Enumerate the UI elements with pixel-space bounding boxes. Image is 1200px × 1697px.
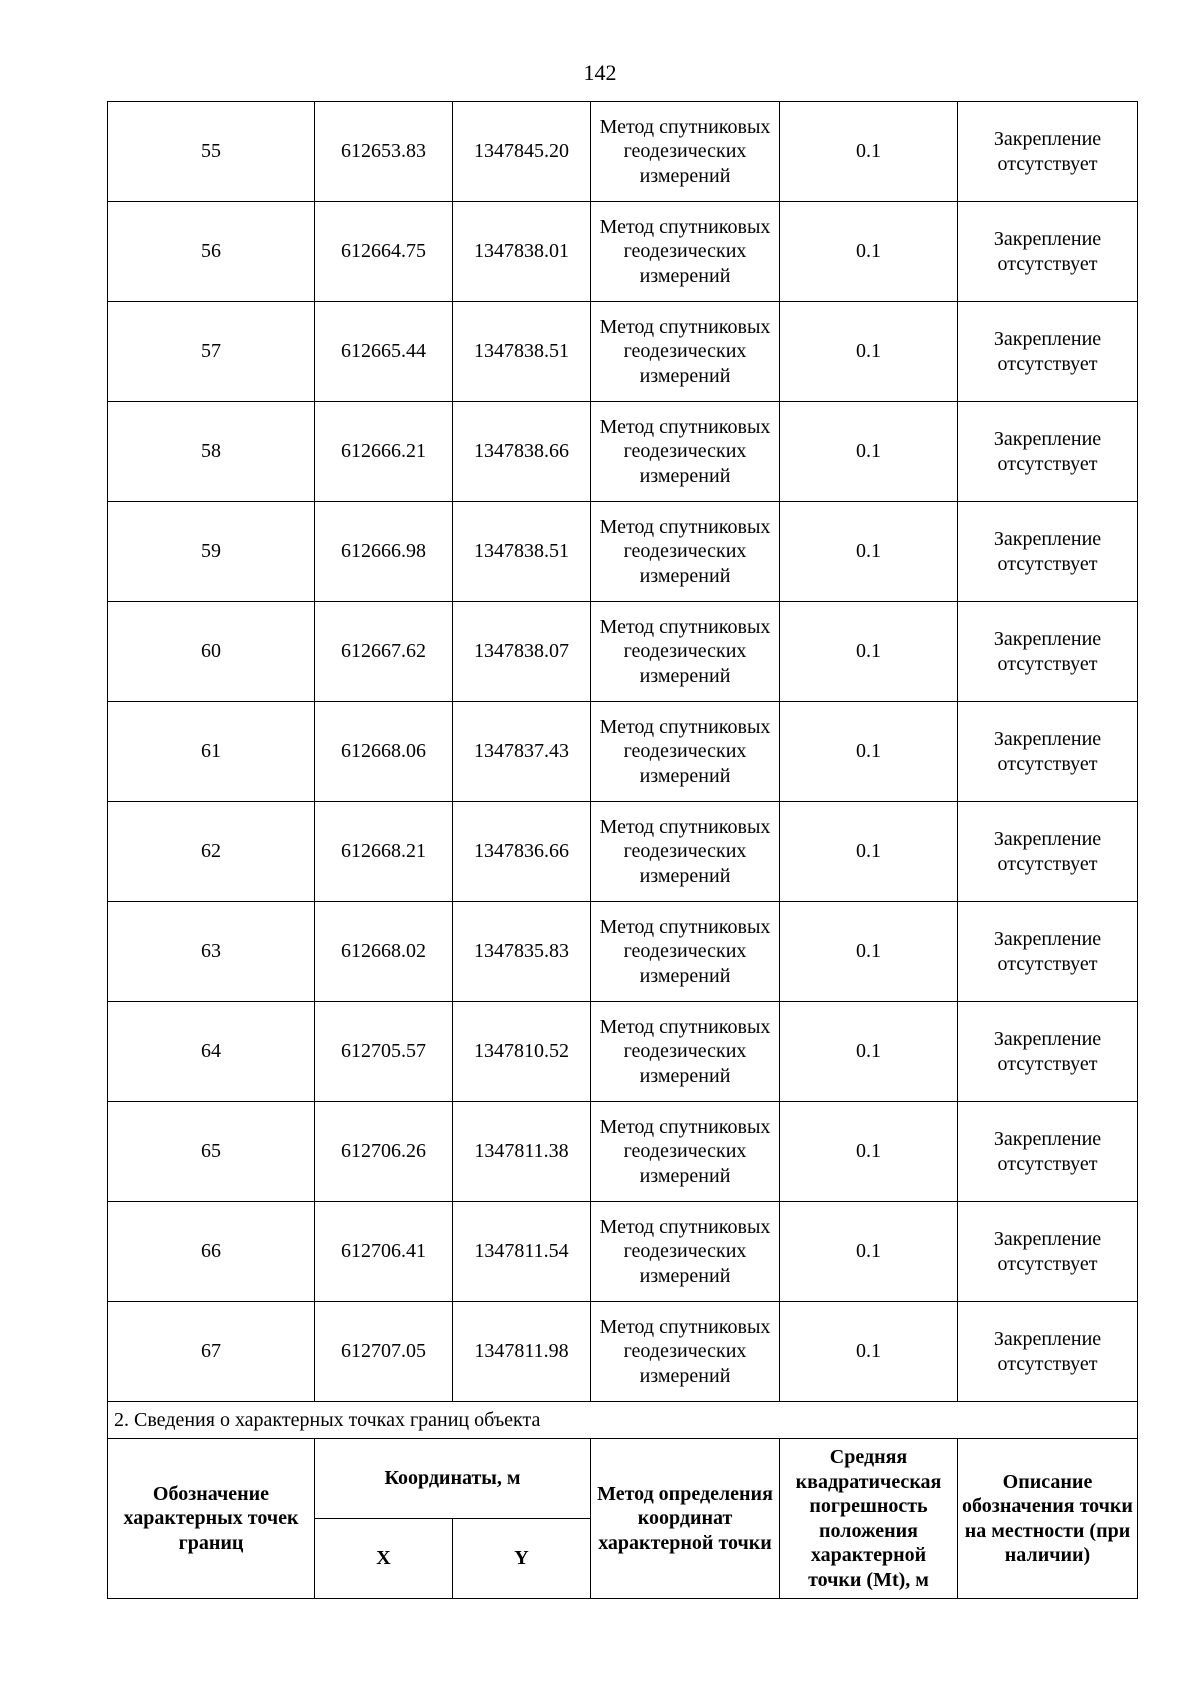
header-coordinates: Координаты, м bbox=[315, 1439, 591, 1519]
method-cell: Метод спутниковых геодезических измерений bbox=[591, 502, 780, 602]
point-number-cell: 65 bbox=[108, 1102, 315, 1202]
y-coordinate-cell: 1347838.66 bbox=[453, 402, 591, 502]
table-row bbox=[108, 102, 1138, 202]
point-number-cell: 55 bbox=[108, 102, 315, 202]
point-number-cell: 59 bbox=[108, 502, 315, 602]
y-coordinate-cell: 1347838.51 bbox=[453, 302, 591, 402]
y-coordinate-cell: 1347811.98 bbox=[453, 1302, 591, 1402]
point-number-cell: 58 bbox=[108, 402, 315, 502]
error-cell: 0.1 bbox=[780, 902, 958, 1002]
description-cell: Закрепление отсутствует bbox=[958, 1202, 1138, 1302]
error-cell: 0.1 bbox=[780, 1202, 958, 1302]
method-cell: Метод спутниковых геодезических измерений bbox=[591, 1302, 780, 1402]
table-row bbox=[108, 802, 1138, 902]
method-cell: Метод спутниковых геодезических измерений bbox=[591, 202, 780, 302]
y-coordinate-cell: 1347810.52 bbox=[453, 1002, 591, 1102]
error-cell: 0.1 bbox=[780, 102, 958, 202]
x-coordinate-cell: 612653.83 bbox=[315, 102, 453, 202]
description-cell: Закрепление отсутствует bbox=[958, 202, 1138, 302]
header-error: Средняя квадратическая погрешность положения характерной точки (Mt), м bbox=[780, 1439, 958, 1599]
y-coordinate-cell: 1347838.01 bbox=[453, 202, 591, 302]
x-coordinate-cell: 612665.44 bbox=[315, 302, 453, 402]
y-coordinate-cell: 1347835.83 bbox=[453, 902, 591, 1002]
y-coordinate-cell: 1347845.20 bbox=[453, 102, 591, 202]
error-cell: 0.1 bbox=[780, 1002, 958, 1102]
error-cell: 0.1 bbox=[780, 602, 958, 702]
description-cell: Закрепление отсутствует bbox=[958, 302, 1138, 402]
error-cell: 0.1 bbox=[780, 202, 958, 302]
point-number-cell: 67 bbox=[108, 1302, 315, 1402]
x-coordinate-cell: 612666.21 bbox=[315, 402, 453, 502]
description-cell: Закрепление отсутствует bbox=[958, 1002, 1138, 1102]
x-coordinate-cell: 612666.98 bbox=[315, 502, 453, 602]
x-coordinate-cell: 612667.62 bbox=[315, 602, 453, 702]
table-row bbox=[108, 402, 1138, 502]
y-coordinate-cell: 1347838.51 bbox=[453, 502, 591, 602]
table-row bbox=[108, 202, 1138, 302]
y-coordinate-cell: 1347811.54 bbox=[453, 1202, 591, 1302]
method-cell: Метод спутниковых геодезических измерений bbox=[591, 1102, 780, 1202]
page-number: 142 bbox=[583, 60, 617, 85]
table-row bbox=[108, 602, 1138, 702]
table-row bbox=[108, 502, 1138, 602]
error-cell: 0.1 bbox=[780, 802, 958, 902]
y-coordinate-cell: 1347837.43 bbox=[453, 702, 591, 802]
method-cell: Метод спутниковых геодезических измерений bbox=[591, 902, 780, 1002]
point-number-cell: 60 bbox=[108, 602, 315, 702]
x-coordinate-cell: 612707.05 bbox=[315, 1302, 453, 1402]
method-cell: Метод спутниковых геодезических измерений bbox=[591, 702, 780, 802]
method-cell: Метод спутниковых геодезических измерений bbox=[591, 102, 780, 202]
y-coordinate-cell: 1347838.07 bbox=[453, 602, 591, 702]
x-coordinate-cell: 612706.26 bbox=[315, 1102, 453, 1202]
x-coordinate-cell: 612668.21 bbox=[315, 802, 453, 902]
table-row bbox=[108, 1302, 1138, 1402]
table-row bbox=[108, 1002, 1138, 1102]
point-number-cell: 62 bbox=[108, 802, 315, 902]
error-cell: 0.1 bbox=[780, 502, 958, 602]
x-coordinate-cell: 612706.41 bbox=[315, 1202, 453, 1302]
point-number-cell: 56 bbox=[108, 202, 315, 302]
section-title: 2. Сведения о характерных точках границ объекта bbox=[108, 1402, 1138, 1439]
description-cell: Закрепление отсутствует bbox=[958, 102, 1138, 202]
point-number-cell: 66 bbox=[108, 1202, 315, 1302]
header-y: Y bbox=[453, 1519, 591, 1599]
error-cell: 0.1 bbox=[780, 302, 958, 402]
header-x: X bbox=[315, 1519, 453, 1599]
header-method: Метод определения координат характерной точки bbox=[591, 1439, 780, 1599]
point-number-cell: 57 bbox=[108, 302, 315, 402]
table-row bbox=[108, 302, 1138, 402]
x-coordinate-cell: 612668.02 bbox=[315, 902, 453, 1002]
x-coordinate-cell: 612668.06 bbox=[315, 702, 453, 802]
description-cell: Закрепление отсутствует bbox=[958, 502, 1138, 602]
table-body bbox=[108, 102, 1138, 1402]
error-cell: 0.1 bbox=[780, 1302, 958, 1402]
error-cell: 0.1 bbox=[780, 402, 958, 502]
method-cell: Метод спутниковых геодезических измерений bbox=[591, 1202, 780, 1302]
header-designation: Обозначение характерных точек границ bbox=[108, 1439, 315, 1599]
x-coordinate-cell: 612705.57 bbox=[315, 1002, 453, 1102]
method-cell: Метод спутниковых геодезических измерений bbox=[591, 602, 780, 702]
error-cell: 0.1 bbox=[780, 1102, 958, 1202]
table-row bbox=[108, 1102, 1138, 1202]
method-cell: Метод спутниковых геодезических измерений bbox=[591, 302, 780, 402]
header-row bbox=[108, 1439, 1138, 1519]
description-cell: Закрепление отсутствует bbox=[958, 1102, 1138, 1202]
point-number-cell: 63 bbox=[108, 902, 315, 1002]
point-number-cell: 64 bbox=[108, 1002, 315, 1102]
table-row bbox=[108, 702, 1138, 802]
error-cell: 0.1 bbox=[780, 702, 958, 802]
description-cell: Закрепление отсутствует bbox=[958, 902, 1138, 1002]
section-2 bbox=[108, 1402, 1138, 1599]
description-cell: Закрепление отсутствует bbox=[958, 802, 1138, 902]
method-cell: Метод спутниковых геодезических измерений bbox=[591, 1002, 780, 1102]
table-row bbox=[108, 902, 1138, 1002]
y-coordinate-cell: 1347811.38 bbox=[453, 1102, 591, 1202]
point-number-cell: 61 bbox=[108, 702, 315, 802]
boundary-points-table bbox=[107, 101, 1138, 1599]
header-description: Описание обозначения точки на местности (при наличии) bbox=[958, 1439, 1138, 1599]
description-cell: Закрепление отсутствует bbox=[958, 702, 1138, 802]
section-title-row bbox=[108, 1402, 1138, 1439]
description-cell: Закрепление отсутствует bbox=[958, 602, 1138, 702]
description-cell: Закрепление отсутствует bbox=[958, 402, 1138, 502]
method-cell: Метод спутниковых геодезических измерений bbox=[591, 402, 780, 502]
method-cell: Метод спутниковых геодезических измерений bbox=[591, 802, 780, 902]
table-row bbox=[108, 1202, 1138, 1302]
description-cell: Закрепление отсутствует bbox=[958, 1302, 1138, 1402]
y-coordinate-cell: 1347836.66 bbox=[453, 802, 591, 902]
x-coordinate-cell: 612664.75 bbox=[315, 202, 453, 302]
